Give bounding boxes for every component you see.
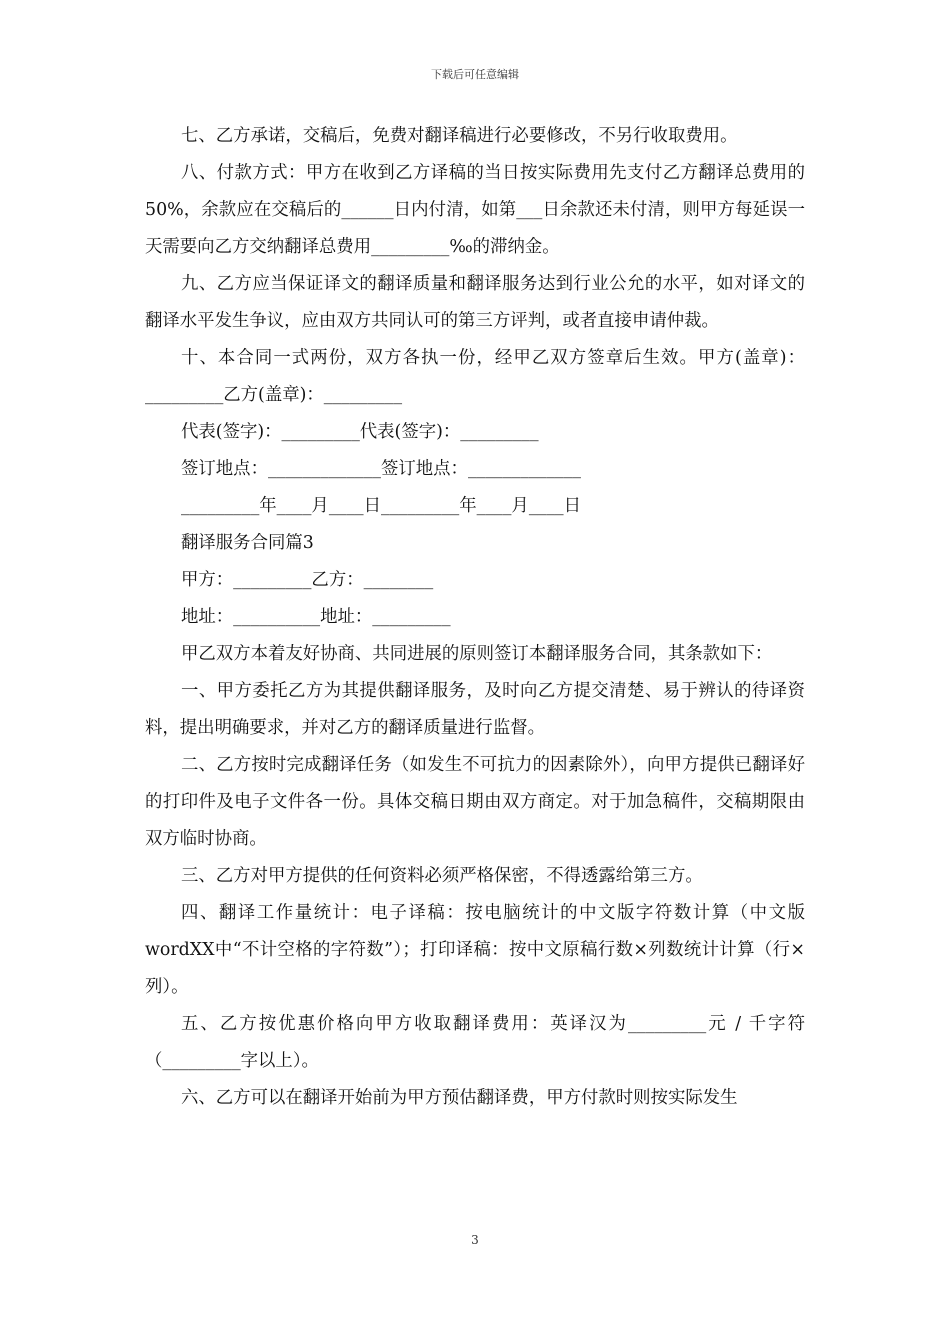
- address-line: 地址：__________地址：_________: [181, 607, 451, 627]
- signing-location: 签订地点：_____________签订地点：_____________: [181, 459, 581, 479]
- clause-7: 七、乙方承诺，交稿后，免费对翻译稿进行必要修改，不另行收取费用。: [181, 126, 738, 146]
- clause-4: 四、翻译工作量统计：电子译稿：按电脑统计的中文版字符数计算（中文版wordXX中“不计空格的字符数”）；打印译稿：按中文原稿行数×列数统计计算（行×列）。: [145, 903, 805, 997]
- clause-8-payment: 八、付款方式：甲方在收到乙方译稿的当日按实际费用先支付乙方翻译总费用的50%，余款应在交稿后的______日内付清，如第___日余款还未付清，则甲方每延误一天需要向乙方交纳翻译总费用_________‰的滞纳金。: [145, 163, 805, 257]
- document-body: [145, 118, 805, 1117]
- signature-representative: 代表(签字)：_________代表(签字)：_________: [181, 422, 539, 442]
- page-number: 3: [471, 1233, 479, 1247]
- parties-line: 甲方：_________乙方：________: [181, 570, 434, 590]
- clause-1: 一、甲方委托乙方为其提供翻译服务，及时向乙方提交清楚、易于辨认的待译资料，提出明确要求，并对乙方的翻译质量进行监督。: [145, 681, 805, 738]
- clause-5: 五、乙方按优惠价格向甲方收取翻译费用：英译汉为_________元 / 千字符（_________字以上）。: [145, 1014, 805, 1071]
- preamble: 甲乙双方本着友好协商、共同进展的原则签订本翻译服务合同，其条款如下：: [181, 644, 773, 664]
- section-title: 翻译服务合同篇3: [181, 533, 314, 553]
- signing-date: _________年____月____日_________年____月____日: [181, 496, 581, 516]
- clause-10-effect: 十、本合同一式两份，双方各执一份，经甲乙双方签章后生效。甲方(盖章)：_________乙方(盖章)：_________: [145, 348, 805, 405]
- page-header: 下载后可任意编辑: [431, 68, 519, 81]
- clause-3: 三、乙方对甲方提供的任何资料必须严格保密，不得透露给第三方。: [181, 866, 703, 886]
- clause-6: 六、乙方可以在翻译开始前为甲方预估翻译费，甲方付款时则按实际发生: [181, 1088, 738, 1108]
- clause-2: 二、乙方按时完成翻译任务（如发生不可抗力的因素除外），向甲方提供已翻译好的打印件及电子文件各一份。具体交稿日期由双方商定。对于加急稿件，交稿期限由双方临时协商。: [145, 755, 805, 849]
- clause-9-quality: 九、乙方应当保证译文的翻译质量和翻译服务达到行业公允的水平，如对译文的翻译水平发生争议，应由双方共同认可的第三方评判，或者直接申请仲裁。: [145, 274, 805, 331]
